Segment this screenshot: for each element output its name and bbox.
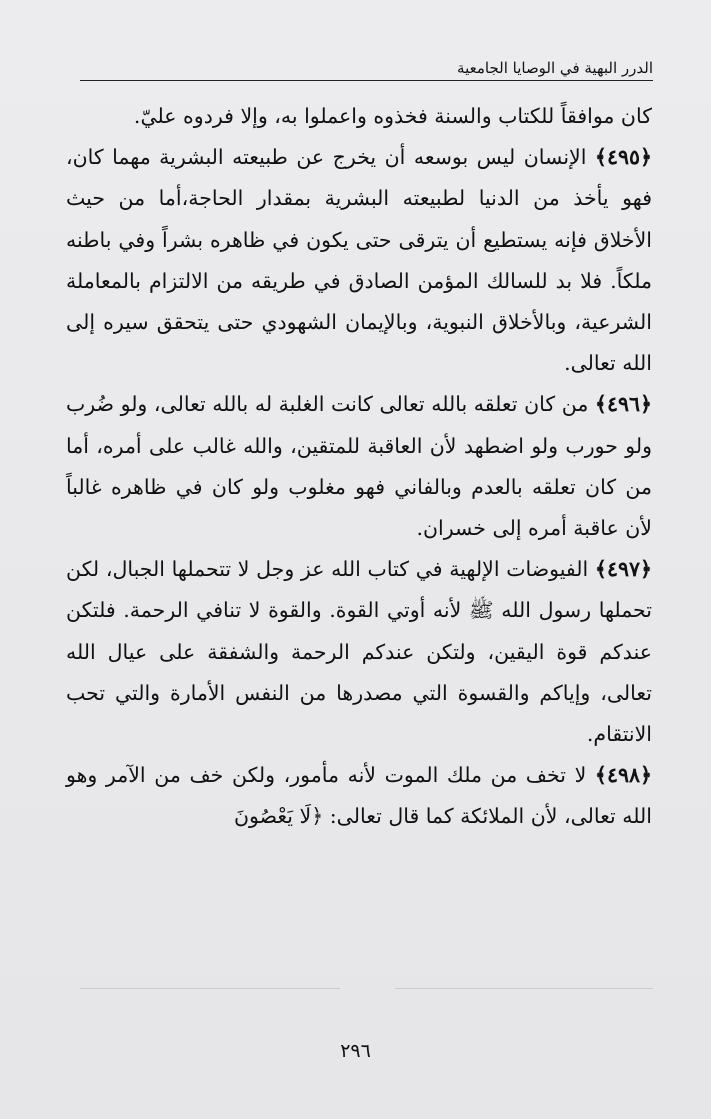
paragraph-number: ﴿٤٩٦﴾ bbox=[594, 392, 652, 417]
header-title: الدرر البهية في الوصايا الجامعية bbox=[457, 59, 653, 77]
paragraph-text: كان موافقاً للكتاب والسنة فخذوه واعملوا به، وإلا فردوه عليّ. bbox=[133, 104, 652, 128]
paragraph bbox=[66, 96, 652, 137]
page-number: ٢٩٦ bbox=[340, 1040, 371, 1062]
paragraph-text: الإنسان ليس بوسعه أن يخرج عن طبيعته البشرية مهما كان، فهو يأخذ من الدنيا لطبيعته البشرية بمقدار الحاجة،أما من حيث الأخلاق فإنه يستطيع أن يترقى حتى يكون في ظاهره بشراً وفي باطنه ملكاً. فلا بد للسالك المؤمن الصادق في طريقه من الالتزام بالمعاملة الشرعية، وبالأخلاق النبوية، وبالإيمان الشهودي حتى يتحقق سيره إلى الله تعالى. bbox=[66, 145, 652, 376]
footnote-rule-left bbox=[80, 988, 340, 989]
footnote-rule-right bbox=[395, 988, 653, 989]
paragraph bbox=[66, 137, 652, 384]
paragraph bbox=[66, 384, 652, 549]
paragraph bbox=[66, 549, 652, 755]
paragraph-text: لا تخف من ملك الموت لأنه مأمور، ولكن خف من الآمر وهو الله تعالى، لأن الملائكة كما قال تعالى: ﴿لَا يَعْصُونَ bbox=[66, 763, 652, 829]
body-text bbox=[66, 96, 652, 838]
paragraph-number: ﴿٤٩٧﴾ bbox=[594, 557, 652, 582]
paragraph-number: ﴿٤٩٨﴾ bbox=[594, 763, 652, 788]
paragraph-number: ﴿٤٩٥﴾ bbox=[594, 145, 652, 170]
paragraph-text: الفيوضات الإلهية في كتاب الله عز وجل لا تتحملها الجبال، لكن تحملها رسول الله ﷺ لأنه أوتي القوة. والقوة لا تنافي الرحمة. فلتكن عندكم قوة اليقين، ولتكن عندكم الرحمة والشفقة على عيال الله تعالى، وإياكم والقسوة التي مصدرها من النفس الأمارة والتي تحب الانتقام. bbox=[66, 557, 652, 747]
footnote-separator bbox=[80, 988, 653, 990]
paragraph bbox=[66, 755, 652, 837]
paragraph-text: من كان تعلقه بالله تعالى كانت الغلبة له بالله تعالى، ولو ضُرب ولو حورب ولو اضطهد لأن العاقبة للمتقين، والله غالب على أمره، أما من كان تعلقه بالعدم وبالفاني فهو مغلوب ولو كان في ظاهره غالباً لأن عاقبة أمره إلى خسران. bbox=[66, 392, 652, 541]
running-header bbox=[80, 58, 653, 82]
header-rule bbox=[80, 80, 653, 81]
